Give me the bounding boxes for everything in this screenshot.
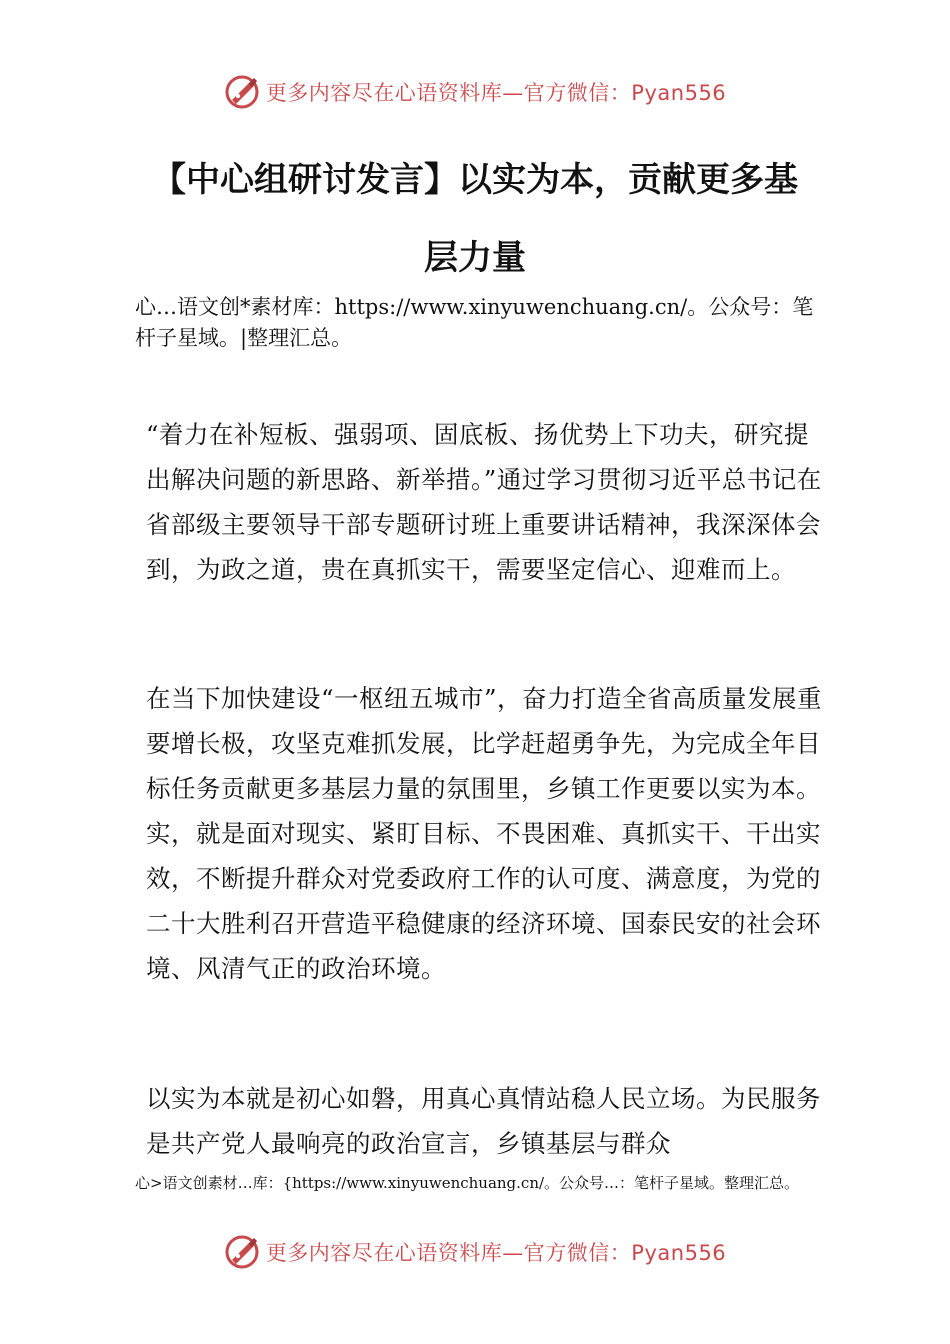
paragraph-2: 在当下加快建设“一枢纽五城市”，奋力打造全省高质量发展重要增长极，攻坚克难抓发展，比学赶超勇争先，为完成全年目标任务贡献更多基层力量的氛围里，乡镇工作更要以实为本。实，就是面对现实、紧盯目标、不畏困难、真抓实干、干出实效，不断提升群众对党委政府工作的认可度、满意度，为党的二十大胜利召开营造平稳健康的经济环境、国泰民安的社会环境、风清气正的政治环境。 <box>146 684 823 983</box>
footer-banner <box>0 1230 950 1274</box>
page-title-line-2: 层力量 <box>424 238 526 278</box>
pen-logo-icon <box>224 74 260 110</box>
paragraph-1: “着力在补短板、强弱项、固底板、扬优势上下功夫，研究提出解决问题的新思路、新举措。”通过学习贯彻习近平总书记在省部级主要领导干部专题研讨班上重要讲话精神，我深深体会到，为政之道，贵在真抓实干，需要坚定信心、迎难而上。 <box>146 420 822 584</box>
footer-note: 心>语文创素材…库：{https://www.xinyuwenchuang.cn/。公众号…：笔杆子星域。整理汇总。 <box>135 1174 800 1192</box>
header-banner-text: 更多内容尽在心语资料库—官方微信：Pyan556 <box>265 81 727 105</box>
paragraph-3: 以实为本就是初心如磐，用真心真情站稳人民立场。为民服务是共产党人最响亮的政治宣言，乡镇基层与群众 <box>146 1084 821 1158</box>
footer-banner-text: 更多内容尽在心语资料库—官方微信：Pyan556 <box>265 1241 727 1265</box>
page-title-line-1: 【中心组研讨发言】以实为本，贡献更多基 <box>152 160 798 200</box>
header-banner <box>0 70 950 114</box>
source-note: 心…语文创*素材库：https://www.xinyuwenchuang.cn/。公众号：笔杆子星域。|整理汇总。 <box>135 295 814 350</box>
pen-logo-icon <box>224 1234 260 1270</box>
page-title <box>100 141 850 297</box>
